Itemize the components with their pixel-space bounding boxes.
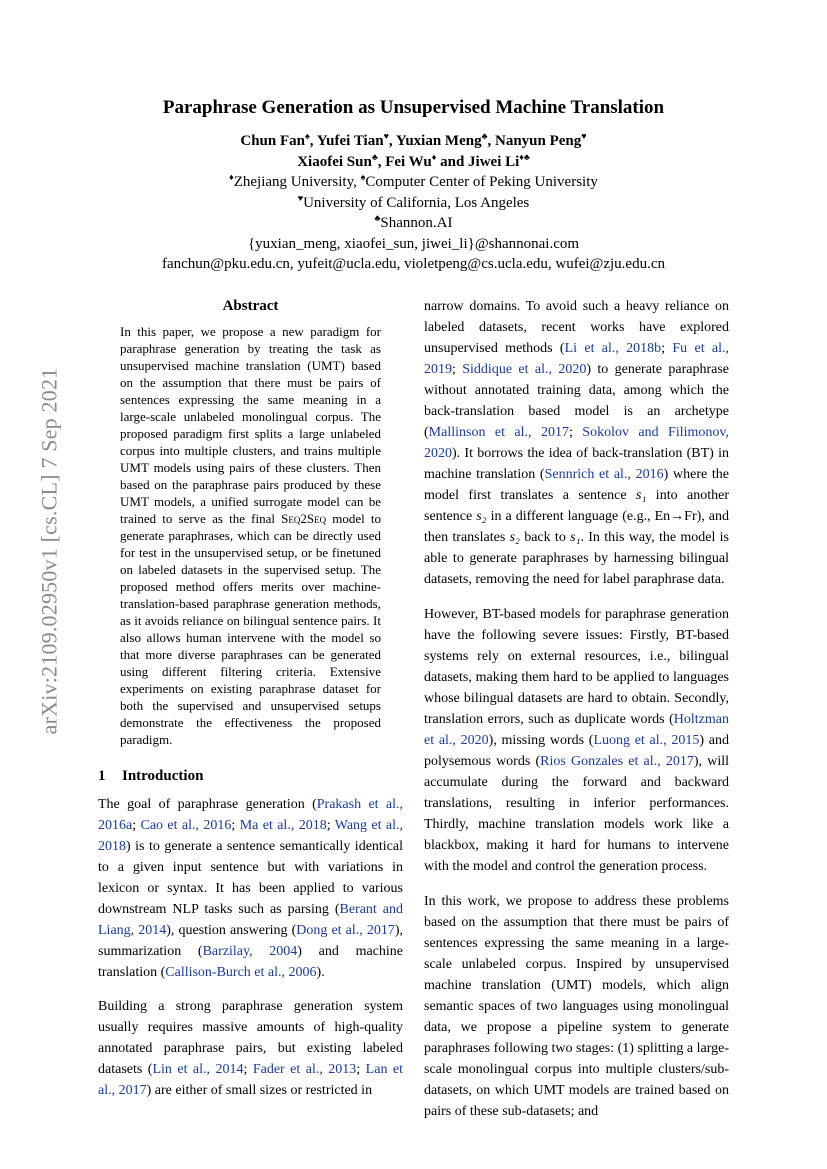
abstract-heading: Abstract — [222, 298, 279, 314]
right-paragraph-1: narrow domains. To avoid such a heavy reliance on labeled datasets, recent works have explored unsupervised methods (Li et al., 2018b; Fu et al., 2019; Siddique et al., 2020) to generate paraphrase without annotated training data, among which the back-translation based model is an archetype (Mallinson et al., 2017; Sokolov and Filimonov, 2020). It borrows the idea of back-translation (BT) in machine translation (Sennrich et al., 2016) where the model first translates a sentence s₁ into another sentence s₂ in a different language (e.g., En→Fr), and then translates s₂ back to s₁. In this way, the model is able to generate paraphrases by harnessing bilingual datasets, removing the need for label paraphrase data. — [424, 299, 730, 587]
citation-link[interactable]: Holtzman et al., 2020 — [424, 712, 729, 748]
math-symbol: s₁ — [570, 530, 581, 545]
citation-link[interactable]: Luong et al., 2015 — [593, 733, 700, 748]
citation-link[interactable]: Rios Gonzales et al., 2017 — [540, 754, 694, 769]
citation-link[interactable]: Fader et al., 2013 — [252, 1062, 357, 1077]
citation-link[interactable]: Barzilay, 2004 — [202, 944, 298, 959]
author-block — [98, 131, 729, 275]
citation-link[interactable]: Sennrich et al., 2016 — [544, 467, 664, 482]
affiliation-line-3: ♣Shannon.AI — [374, 213, 453, 231]
math-symbol: s₂ — [509, 530, 520, 545]
authors-line-1: Chun Fan♠, Yufei Tian♥, Yuxian Meng♣, Nanyun Peng♥ — [240, 131, 587, 149]
intro-paragraph-2: Building a strong paraphrase generation system usually requires massive amounts of high-quality annotated paraphrase pairs, but existing labeled datasets (Lin et al., 2014; Fader et al., 2013; Lan et al., 2017) are either of small sizes or restricted in — [98, 999, 404, 1098]
affiliation-line-1: ♦Zhejiang University, ♠Computer Center of Peking University — [229, 172, 598, 190]
right-paragraph-2: However, BT-based models for paraphrase generation have the following severe issues: Firstly, BT-based systems rely on external resources, i.e., bilingual datasets, making them hard to be applied to languages whose bilingual datasets are hard to obtain. Secondly, translation errors, such as duplicate words (Holtzman et al., 2020), missing words (Luong et al., 2015) and polysemous words (Rios Gonzales et al., 2017), will accumulate during the forward and backward translations, resulting in inferior performances. Thirdly, machine translation models work like a blackbox, making it hard for humans to intervene with the model and control the generation process. — [424, 607, 729, 874]
arxiv-stamp-text: arXiv:2109.02950v1 [cs.CL] 7 Sep 2021 — [36, 367, 62, 735]
math-symbol: s₁ — [636, 488, 647, 503]
citation-link[interactable]: Ma et al., 2018 — [239, 818, 327, 833]
email-line-1: {yuxian_meng, xiaofei_sun, jiwei_li}@shannonai.com — [247, 235, 580, 252]
left-column — [98, 296, 403, 1114]
citation-link[interactable]: Lin et al., 2014 — [152, 1062, 244, 1077]
section-title: Introduction — [122, 768, 204, 784]
section-number: 1 — [98, 768, 106, 784]
math-symbol: s₂ — [476, 509, 487, 524]
citation-link[interactable]: Fu et al., 2019 — [424, 341, 730, 377]
citation-link[interactable]: Sokolov and Filimonov, 2020 — [424, 425, 729, 461]
abstract-text: model to generate paraphrases, which can be directly used for test in the unsupervised setup, or be finetuned on labeled datasets in the supervised setup. The proposed method offers merits over machine-translation-based paraphrase generation methods, as it avoids reliance on bilingual sentence pairs. It also allows human intervene with the model so that more diverse paraphrases can be generated using different filtering criteria. Extensive experiments on existing paraphrase dataset for both the supervised and unsupervised setups demonstrate the effectiveness the proposed paradigm. — [120, 511, 381, 747]
section-heading-introduction — [98, 766, 403, 786]
right-paragraph-3: In this work, we propose to address these problems based on the assumption that there must be pairs of sentences expressing the same meaning in a large-scale unlabeled corpus. Inspired by unsupervised machine translation (UMT) models, which align semantic spaces of two languages using monolingual data, we propose a pipeline system to generate paraphrases following two stages: (1) splitting a large-scale monolingual corpus into multiple clusters/sub-datasets, on which UMT models are trained based on pairs of these sub-datasets; and — [424, 894, 729, 1119]
citation-link[interactable]: Berant and Liang, 2014 — [98, 902, 404, 938]
abstract-body — [120, 323, 381, 748]
paper-title: Paraphrase Generation as Unsupervised Machine Translation — [162, 97, 665, 118]
arxiv-stamp — [8, 342, 90, 760]
citation-link[interactable]: Li et al., 2018b — [564, 341, 662, 356]
citation-link[interactable]: Mallinson et al., 2017 — [428, 425, 569, 440]
abstract-text: In this paper, we propose a new paradigm for paraphrase generation by treating the task as unsupervised machine translation (UMT) based on the assumption that there must be pairs of sentences expressing the same meaning in a large-scale unlabeled monolingual corpus. The proposed paradigm first splits a large unlabeled corpus into multiple clusters, and trains multiple UMT models using pairs of these clusters. Then based on the paraphrase pairs produced by these UMT models, a unified surrogate model can be trained to serve as the final — [120, 324, 381, 526]
citation-link[interactable]: Cao et al., 2016 — [140, 818, 232, 833]
right-column — [424, 296, 729, 1136]
citation-link[interactable]: Wang et al., 2018 — [98, 818, 404, 854]
citation-link[interactable]: Prakash et al., 2016a — [98, 797, 404, 833]
email-line-2: fanchun@pku.edu.cn, yufeit@ucla.edu, violetpeng@cs.ucla.edu, wufei@zju.edu.cn — [161, 256, 665, 272]
authors-line-2: Xiaofei Sun♣, Fei Wu♦ and Jiwei Li♦♣ — [297, 151, 530, 170]
citation-link[interactable]: Callison-Burch et al., 2006 — [165, 965, 317, 980]
affiliation-line-2: ♥University of California, Los Angeles — [297, 192, 530, 211]
seq2seq-term: Seq2Seq — [281, 511, 327, 526]
citation-link[interactable]: Lan et al., 2017 — [98, 1062, 404, 1098]
intro-paragraph-1: The goal of paraphrase generation (Prakash et al., 2016a; Cao et al., 2016; Ma et al., 2018; Wang et al., 2018) is to generate a sentence semantically identical to a given input sentence but with variations in lexicon or syntax. It has been applied to various downstream NLP tasks such as parsing (Berant and Liang, 2014), question answering (Dong et al., 2017), summarization (Barzilay, 2004) and machine translation (Callison-Burch et al., 2006). — [98, 797, 404, 980]
citation-link[interactable]: Siddique et al., 2020 — [462, 362, 587, 377]
citation-link[interactable]: Dong et al., 2017 — [296, 923, 395, 938]
